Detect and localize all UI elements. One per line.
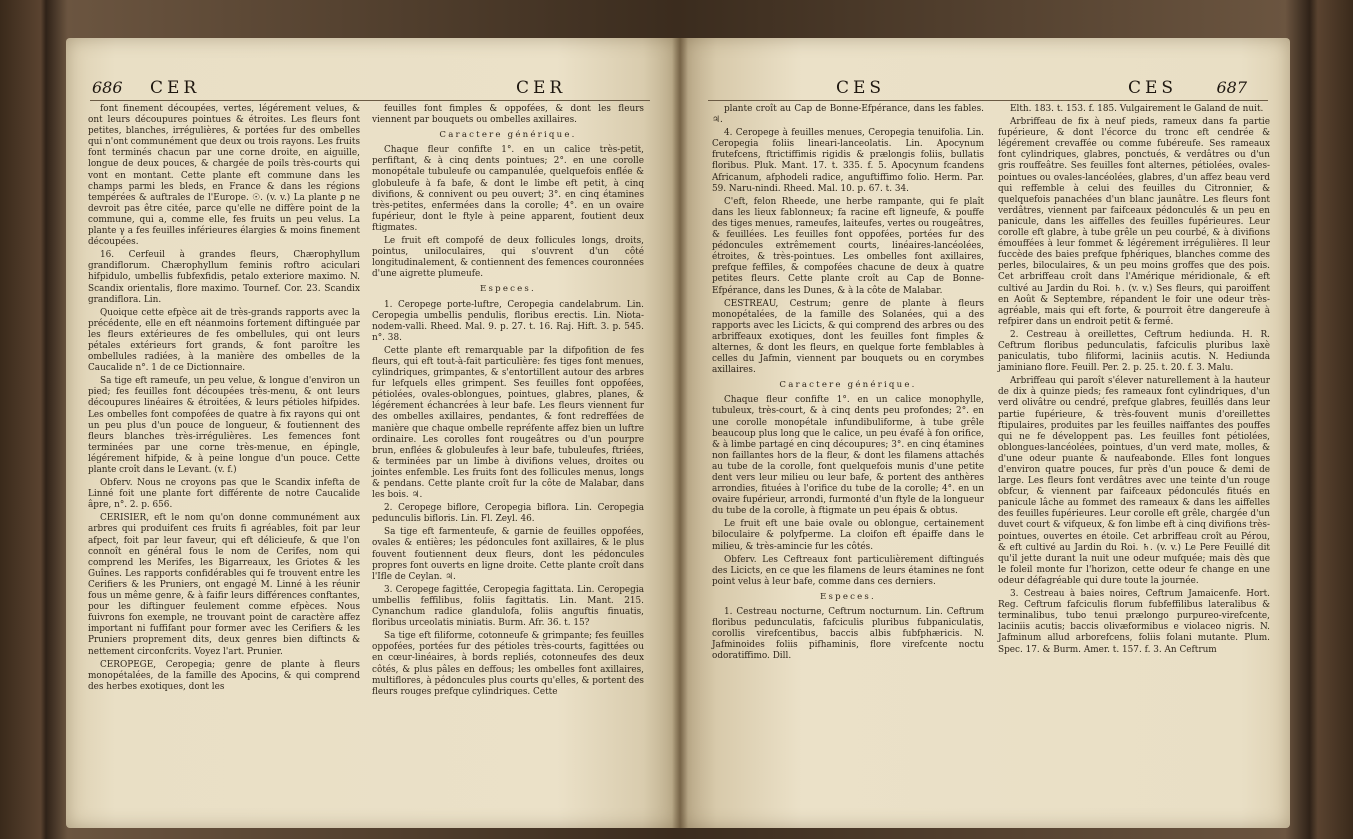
book-gutter <box>672 38 688 828</box>
text-column-1 <box>88 104 360 695</box>
text-column-2 <box>372 104 644 700</box>
paragraph: font finement découpées, vertes, légérement velues, & ont leurs découpures pointues & étroites. Les fleurs font petites, blanches, irrégulières, & portées fur des ombelles qui n'ont communément que deux ou trois rayons. Les fruits font terminés chacun par une corne droite, en aiguille, longue de deux pouces, & chargée de poils très-courts qui vont en montant. Cette plante eft commune dans les champs parmi les bleds, en France & dans les régions tempérées & auftrales de l'Europe. ☉. (v. v.) La plante ꝑ ne devroit pas être citée, parce qu'elle ne diffère point de la commune, qui a, comme elle, fes fruits un peu velus. La plante γ a fes feuilles inférieures élargies & moins finement découpées. <box>88 104 360 248</box>
paragraph: 4. Ceropege à feuilles menues, Ceropegia tenuifolia. Lin. Ceropegia foliis lineari-lanceolatis. Lin. Apocynum frutefcens, ftrictiffimis rigidis & prælongis foliis, bullatis floribus. Pluk. Mant. 17. t. 335. f. 5. Apocynum fcandens Africanum, afphodeli radice, anguftiffimo folio. Herm. Par. 59. Naru-nindi. Rheed. Mal. 10. p. 67. t. 34. <box>712 128 984 194</box>
paragraph: CEROPEGE, Ceropegia; genre de plante à fleurs monopétalées, de la famille des Apocins, & qui comprend des herbes exotiques, dont les <box>88 659 360 692</box>
running-head: CER <box>149 78 201 98</box>
paragraph: CERISIER, eft le nom qu'on donne communément aux arbres qui produifent ces fruits fi agréables, foit par leur afpect, foit par leur faveur, qui eft délicieufe, & que l'on connoît en général fous le nom de Cerifes, nom qui comprend les Merifes, les Bigarreaux, les Griotes & les Guînes. Les rapports confidérables qui fe trouvent entre les Cerifiers & les Pruniers, ont engagé M. Linné à les réunir fous un même genre, & à faifir leurs différences conftantes, pour les diftinguer feulement comme efpèces. Nous fuivrons fon exemple, ne trouvant point de caractère affez important ni fuffifant pour former avec les Cerifiers & les Pruniers proprement dits, deux genres bien diftincts & nettement circonfcrits. Voyez l'art. Prunier. <box>88 513 360 657</box>
page-number: 687 <box>1216 78 1248 97</box>
paragraph: Sa tige eft filiforme, cotonneufe & grimpante; fes feuilles oppofées, portées fur des pétioles très-courts, fagittées ou en cœur-linéaires, à bords repliés, cotonneufes des deux côtés, & plus pâles en deffous; les ombelles font axillaires, multiflores, à pédoncules plus courts qu'elles, & portent des fleurs rouges prefque cylindriques. Cette <box>372 631 644 697</box>
paragraph: Arbriffeau qui paroît s'élever naturellement à la hauteur de dix à quinze pieds; fes rameaux font cylindriques, d'un verd olivâtre ou cendré, prefque glabres, feuillés dans leur partie fupérieure, & très-fouvent munis d'oreillettes ftipulaires, produites par les feuilles naiffantes des pouffes qui ne fe développent pas. Les feuilles font pétiolées, oblongues-lancéolées, pointues, d'un verd mate, molles, & d'une odeur puante & naufeabonde. Elles font longues d'environ quatre pouces, fur près d'un pouce & demi de large. Les fleurs font verdâtres avec une teinte d'un rouge obfcur, & viennent par faifceaux pédonculés fitués en panicule lâche au fommet des rameaux & dans les aiffelles des feuilles fupérieures. Leur corolle eft grêle, chargée d'un duvet court & vifqueux, & fon limbe eft à cinq divifions très-pointues, ouvertes en étoile. Cet arbriffeau croît au Pérou, & eft cultivé au Jardin du Roi. ♄. (v. v.) Le Pere Feuillé dit qu'il jette durant la nuit une odeur mufquée; mais dès que le foleil monte fur l'horizon, cette odeur fe change en une odeur défagréable qui dure toute la journée. <box>998 376 1270 586</box>
left-page <box>66 38 680 828</box>
right-page <box>680 38 1290 828</box>
paragraph: Le fruit eft compofé de deux follicules longs, droits, pointus, uniloculaires, qui s'ouvrent d'un côté longitudinalement, & contiennent des femences couronnées d'une aigrette plumeufe. <box>372 236 644 280</box>
paragraph: Arbriffeau de fix à neuf pieds, rameux dans fa partie fupérieure, & dont l'écorce du tronc eft cendrée & légérement crevaffée ou comme fubéreufe. Ses rameaux font cylindriques, glabres, ponctués, & verdâtres ou d'un gris rouffeâtre. Ses feuilles font alternes, pétiolées, ovales-pointues ou ovales-lancéolées, glabres, d'un affez beau verd qui reffemble à celui des feuilles du Citronnier, & quelquefois panachées d'un blanc jaunâtre. Les fleurs font verdâtres, viennent par faifceaux pédonculés & un peu en panicule, dans les aiffelles des feuilles fupérieures. Leur corolle eft glabre, à tube grêle un peu courbé, & à divifions émouffées à leur fommet & légérement irrégulières. Il leur fuccède des baies prefque fphériques, blanches comme des perles, biloculaires, & un peu moins groffes que des pois. Cet arbriffeau croît dans l'Amérique méridionale, & eft cultivé au Jardin du Roi. ♄. (v. v.) Ses fleurs, qui paroiffent en Août & Septembre, répandent le foir une odeur très-agréable, mais qui eft forte, & pourroit être dangereufe à refpirer dans un endroit petit & fermé. <box>998 117 1270 327</box>
paragraph: CESTREAU, Cestrum; genre de plante à fleurs monopétalées, de la famille des Solanées, qui a des rapports avec les Licicts, & qui comprend des arbres ou des arbriffeaux exotiques, dont les feuilles font fimples & alternes, & dont les fleurs, en quelque forte femblables à celles du Jafmin, viennent par bouquets ou en corymbes axillaires. <box>712 298 984 376</box>
paragraph: Le fruit eft une baie ovale ou oblongue, certainement biloculaire & polyfperme. La cloifon eft épaiffe dans le milieu, & très-amincie fur les côtés. <box>712 519 984 552</box>
paragraph: 2. Ceropege biflore, Ceropegia biflora. Lin. Ceropegia pedunculis bifloris. Lin. Fl. Zeyl. 46. <box>372 503 644 525</box>
text-column-1 <box>712 104 984 665</box>
running-head: CES <box>1128 78 1178 98</box>
paragraph: Chaque fleur confifte 1°. en un calice très-petit, perfiftant, & à cinq dents pointues; 2°. en une corolle monopétale tubuleufe ou campanulée, quelquefois enflée & globuleufe à fa bafe, & dont le limbe eft petit, à cinq divifions, & connivent ou peu ouvert; 3°. en cinq étamines très-petites, enfermées dans la corolle; 4°. en un ovaire fupérieur, dont le ftyle à peine apparent, foutient deux ftigmates. <box>372 145 644 233</box>
running-head-right: CER <box>516 78 567 98</box>
header-rule <box>90 100 650 101</box>
running-head-left: CES <box>836 78 886 98</box>
paragraph: 3. Ceropege fagittée, Ceropegia fagittata. Lin. Ceropegia umbellis feffilibus, foliis fagittatis. Lin. Mant. 215. Cynanchum radice glandulofa, foliis anguftis finuatis, floribus urceolatis miniatis. Burm. Afr. 36. t. 15? <box>372 584 644 629</box>
paragraph: Sa tige eft farmenteufe, & garnie de feuilles oppofées, ovales & entières; les pédoncules font axillaires, & le plus fouvent foutiennent deux fleurs, dont les pédoncules propres font ouverts en ligne droite. Cette plante croît dans l'Ifle de Ceylan. ♃. <box>372 527 644 582</box>
header-rule <box>708 100 1268 101</box>
page-number: 686 <box>92 78 123 97</box>
paragraph: 1. Ceropege porte-luftre, Ceropegia candelabrum. Lin. Ceropegia umbellis pendulis, floribus erectis. Lin. Niota-nodem-valli. Rheed. Mal. 9. p. 27. t. 16. Raj. Hift. 3. p. 545. n°. 38. <box>372 299 644 343</box>
paragraph: Caractere générique. <box>779 380 917 391</box>
paragraph: 16. Cerfeuil à grandes fleurs, Chærophyllum grandiflorum. Chærophyllum feminis roftro aciculari hifpidulo, umbellis fubfexfidis, petalo exteriore maximo. N. Scandix orientalis, flore maximo. Tournef. Cor. 23. Scandix grandiflora. Lin. <box>88 250 360 305</box>
paragraph: plante croît au Cap de Bonne-Efpérance, dans les fables. ♃. <box>712 104 984 126</box>
paragraph: Caractere générique. <box>439 130 577 141</box>
paragraph: 3. Cestreau à baies noires, Ceftrum Jamaicenfe. Hort. Reg. Ceftrum fafciculis florum fubfeffilibus lateralibus & terminalibus, tubo tenui prælongo purpureo-virefcente, laciniis acutis; baccis olivæformibus e violaceo nigris. N. Jafminum allud arborefcens, foliis folani mutante. Plum. Spec. 17. & Burm. Amer. t. 157. f. 3. An Ceftrum <box>998 589 1270 655</box>
paragraph: Especes. <box>480 284 536 295</box>
paragraph: Especes. <box>820 591 876 602</box>
left-page-header <box>92 78 200 98</box>
right-page-header <box>1128 78 1247 98</box>
paragraph: 2. Cestreau à oreillettes, Ceftrum hediunda. H. R. Ceftrum floribus pedunculatis, fafciculis pluribus laxè paniculatis, tubo filiformi, laciniis acutis. N. Hediunda jaminiano flore. Feuill. Per. 2. p. 25. t. 20. f. 3. Malu. <box>998 329 1270 374</box>
paragraph: C'eft, felon Rheede, une herbe rampante, qui fe plaît dans les lieux fablonneux; fa racine eft ligneufe, & pouffe des tiges menues, rameufes, laiteufes, vertes ou rougeâtres, & feuillées. Les feuilles font oppofées, portées fur des pédoncules extrêmement courts, linéaires-lancéolées, étroites, & très-pointues. Les ombelles font axillaires, prefque feffiles, & compofées chacune de deux à quatre petites fleurs. Cette plante croît au Cap de Bonne-Efpérance, dans les Dunes, & à la côte de Malabar. <box>712 196 985 296</box>
paragraph: Cette plante eft remarquable par la difpofition de fes fleurs, qui eft tout-à-fait particulière: fes tiges font menues, cylindriques, grimpantes, & s'entortillent autour des arbres fur lefquels elles grimpent. Ses feuilles font oppofées, pétiolées, ovales-oblongues, pointues, glabres, planes, & légérement échancrées à leur bafe. Les fleurs viennent fur des ombelles axillaires, pendantes, & font redreffées de manière que chaque ombelle repréfente affez bien un luftre ordinaire. Les corolles font rougeâtres ou d'un pourpre brun, enflées & globuleufes à leur bafe, tubuleufes, ftriées, & terminées par un limbe à divifions velues, droites ou jointes enfemble. Les fruits font des follicules menus, longs & pendans. Cette plante croît fur la côte de Malabar, dans les bois. ♃. <box>372 345 644 501</box>
paragraph: Chaque fleur confifte 1°. en un calice monophylle, tubuleux, très-court, & à cinq dents peu profondes; 2°. en une corolle monopétale infundibuliforme, à tube grêle beaucoup plus long que le calice, un peu évafé à fon orifice, & à limbe partagé en cinq découpures; 3°. en cinq étamines non faillantes hors de la fleur, & dont les filamens attachés au tube de la corolle, font quelquefois munis d'une petite dent vers leur milieu ou leur bafe, & portent des anthères arrondies, fituées à l'orifice du tube de la corolle; 4°. en un ovaire fupérieur, arrondi, furmonté d'un ftyle de la longueur du tube de la corolle, à ftigmate un peu épais & obtus. <box>712 395 984 517</box>
paragraph: Obferv. Nous ne croyons pas que le Scandix infefta de Linné foit une plante fort différente de notre Caucalide âpre, n°. 2. p. 656. <box>88 478 360 511</box>
paragraph: feuilles font fimples & oppofées, & dont les fleurs viennent par bouquets ou ombelles axillaires. <box>372 104 644 126</box>
paragraph: Quoique cette efpèce ait de très-grands rapports avec la précédente, elle en eft néanmoins fortement diftinguée par les fleurs extérieures de fes ombellules, qui ont leurs pétales extérieurs fort grands, & font paroître les ombellules radiées, à la manière des ombelles de la Caucalide n°. 1 de ce Dictionnaire. <box>88 307 360 374</box>
text-column-2 <box>998 104 1270 658</box>
paragraph: Obferv. Les Ceftreaux font particulièrement diftingués des Licicts, en ce que les filamens de leurs étamines ne font point velus à leur bafe, comme dans ces derniers. <box>712 554 984 587</box>
paragraph: Sa tige eft rameufe, un peu velue, & longue d'environ un pied; fes feuilles font découpées très-menu, & ont leurs découpures linéaires & étroitées, & leurs pétioles hifpides. Les ombelles font compofées de quatre à fix rayons qui ont un peu plus d'un pouce de longueur, & foutiennent des fleurs blanches très-irrégulières. Les femences font terminées par une corne très-menue, en épingle, légérement hifpide, & à peine longue d'un pouce. Cette plante croît dans le Levant. (v. f.) <box>88 376 360 475</box>
paragraph: Elth. 183. t. 153. f. 185. Vulgairement le Galand de nuit. <box>1010 104 1264 114</box>
paragraph: 1. Cestreau nocturne, Ceftrum nocturnum. Lin. Ceftrum floribus pedunculatis, fafciculis pluribus fubpaniculatis, corollis virefcentibus, baccis albis fubfphæricis. N. Jafminoides foliis pifhaminis, flore virefcente noctu odoratiffimo. Dill. <box>712 607 984 662</box>
